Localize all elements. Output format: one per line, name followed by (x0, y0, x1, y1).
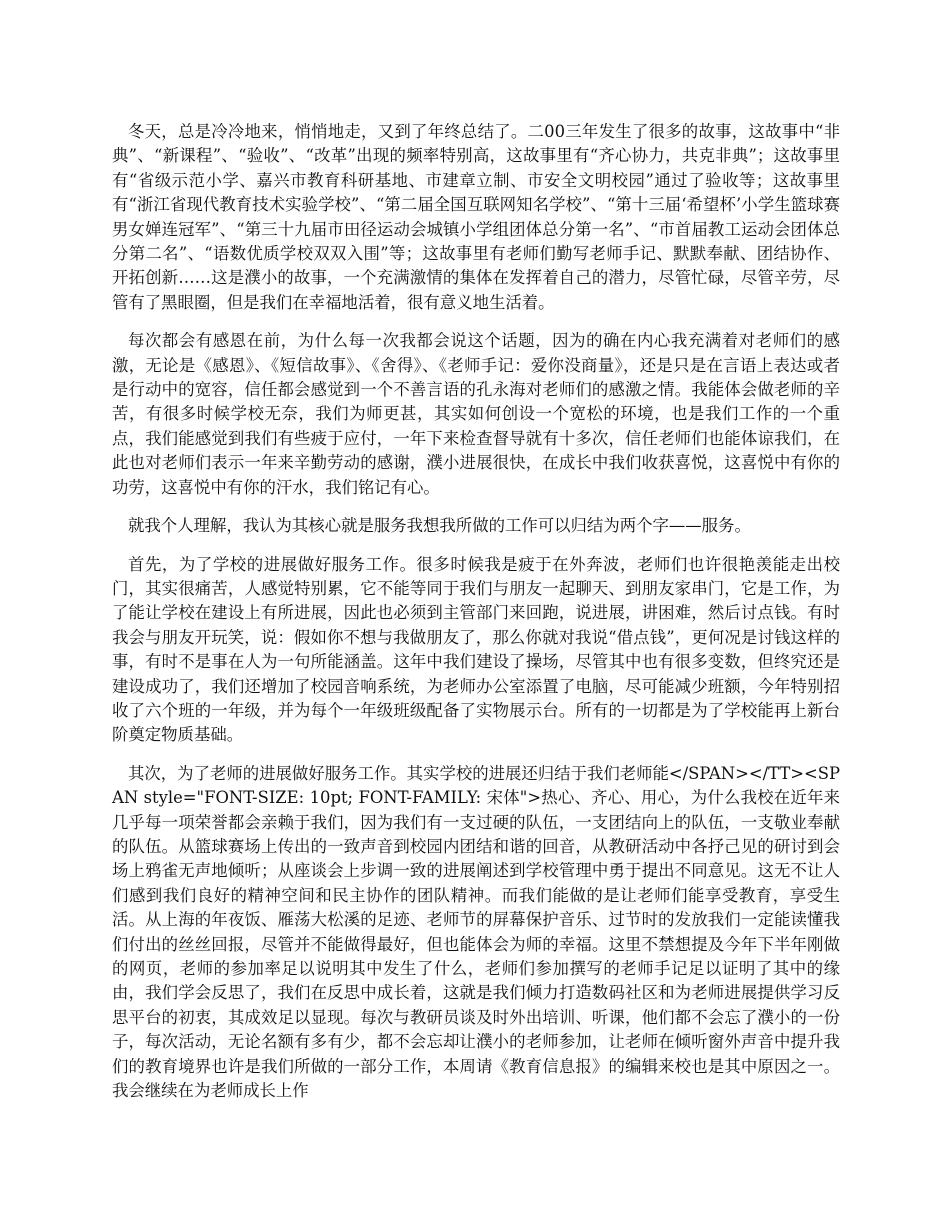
paragraph-3: 就我个人理解，我认为其核心就是服务我想我所做的工作可以归结为两个字——服务。 (128, 516, 751, 536)
paragraph-5: 其次，为了老师的进展做好服务工作。其实学校的进展还归结于我们老师能</SPAN></TT><SPAN style="FONT-SIZE: 10pt; FONT-FAMILY: 宋体">热心、齐心、用心，为什么我校在近年来几乎每一项荣誉都会亲赖于我们，因为我们有一支过硬的队伍，一支团结向上的队伍，一支敬业奉献的队伍。从篮球赛场上传出的一致声音到校园内团结和谐的回音，从教研活动中各抒己见的研讨到会场上鸦雀无声地倾听；从座谈会上步调一致的进展阐述到学校管理中勇于提出不同意见。这无不让人们感到我们良好的精神空间和民主协作的团队精神。而我们能做的是让老师们能享受教育，享受生活。从上海的年夜饭、雁荡大松溪的足迹、老师节的屏幕保护音乐、过节时的发放我们一定能读懂我们付出的丝丝回报，尽管并不能做得最好，但也能体会为师的幸福。这里不禁想提及今年下半年刚做的网页，老师的参加率足以说明其中发生了什么，老师们参加撰写的老师手记足以证明了其中的缘由，我们学会反思了，我们在反思中成长着，这就是我们倾力打造数码社区和为老师进展提供学习反思平台的初衷，其成效足以显现。每次与教研员谈及时外出培训、听课，他们都不会忘了濮小的一份子，每次活动，无论名额有多有少，都不会忘却让濮小的老师参加，让老师在倾听窗外声音中提升我们的教育境界也许是我们所做的一部分工作，本周请《教育信息报》的编辑来校也是其中原因之一。我会继续在为老师成长上作 (112, 763, 840, 1101)
document-body (112, 120, 840, 1117)
paragraph-1: 冬天，总是冷冷地来，悄悄地走，又到了年终总结了。二00三年发生了很多的故事，这故事中“非典”、“新课程”、“验收”、“改革”出现的频率特别高，这故事里有“齐心协力，共克非典”；这故事里有“省级示范小学、嘉兴市教育科研基地、市建章立制、市安全文明校园”通过了验收等；这故事里有“浙江省现代教育技术实验学校”、“第二届全国互联网知名学校”、“第十三届‘希望杯’小学生篮球赛男女婵连冠军”、“第三十九届市田径运动会城镇小学组团体总分第一名”、“市首届教工运动会团体总分第二名”、“语数优质学校双双入围”等；这故事里有老师们勤写老师手记、默默奉献、团结协作、开拓创新……这是濮小的故事，一个充满激情的集体在发挥着自己的潜力，尽管忙碌，尽管辛劳，尽管有了黑眼圈，但是我们在幸福地活着，很有意义地生活着。 (112, 122, 840, 312)
paragraph-4: 首先，为了学校的进展做好服务工作。很多时候我是疲于在外奔波，老师们也许很艳羡能走出校门，其实很痛苦，人感觉特别累，它不能等同于我们与朋友一起聊天、到朋友家串门，它是工作，为了能让学校在建设上有所进展，因此也必须到主管部门来回跑，说进展，讲困难，然后讨点钱。有时我会与朋友开玩笑，说：假如你不想与我做朋友了，那么你就对我说“借点钱”，更何况是讨钱这样的事，有时不是事在人为一句所能涵盖。这年中我们建设了操场，尽管其中也有很多变数，但终究还是建设成功了，我们还增加了校园音响系统，为老师办公室添置了电脑，尽可能减少班额，今年特别招收了六个班的一年级，并为每个一年级班级配备了实物展示台。所有的一切都是为了学校能再上新台阶奠定物质基础。 (112, 554, 840, 745)
paragraph-2: 每次都会有感恩在前，为什么每一次我都会说这个话题，因为的确在内心我充满着对老师们的感激，无论是《感恩》、《短信故事》、《舍得》、《老师手记：爱你没商量》，还是只是在言语上表达或者是行动中的宽容，信任都会感觉到一个不善言语的孔永海对老师们的感激之情。我能体会做老师的辛苦，有很多时候学校无奈，我们为师更甚，其实如何创设一个宽松的环境，也是我们工作的一个重点，我们能感觉到我们有些疲于应付，一年下来检查督导就有十多次，信任老师们也能体谅我们，在此也对老师们表示一年来辛勤劳动的感谢，濮小进展很快，在成长中我们收获喜悦，这喜悦中有你的功劳，这喜悦中有你的汗水，我们铭记有心。 (112, 331, 840, 497)
